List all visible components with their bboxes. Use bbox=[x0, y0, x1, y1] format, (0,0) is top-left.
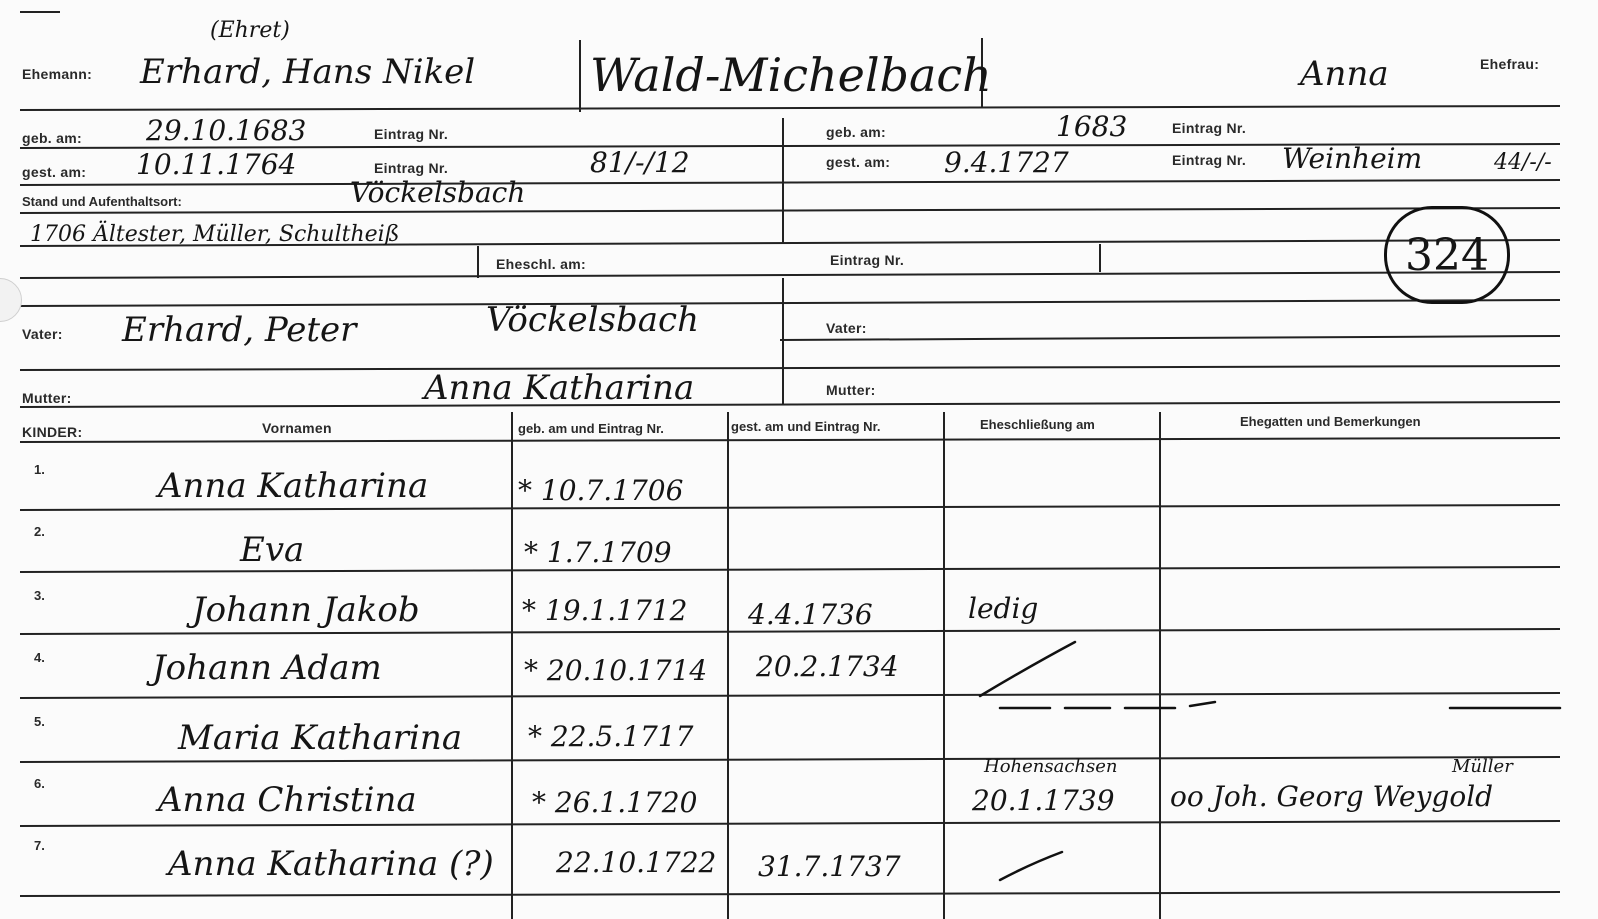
child-born: 22.10.1722 bbox=[556, 846, 717, 879]
child-number: 1. bbox=[34, 462, 45, 477]
husband-label: Ehemann: bbox=[22, 66, 93, 82]
child-marriage: ledig bbox=[968, 592, 1039, 625]
card-number-stamp bbox=[1384, 206, 1510, 304]
wife-name: Anna bbox=[1300, 54, 1389, 94]
wife-born-label: geb. am: bbox=[826, 124, 886, 140]
child-born: * 22.5.1717 bbox=[528, 720, 694, 753]
wife-born-entry-label: Eintrag Nr. bbox=[1172, 120, 1247, 136]
child-name: Anna Katharina bbox=[158, 466, 429, 506]
child-born: * 20.10.1714 bbox=[524, 654, 708, 687]
husband-father-name: Erhard, Peter bbox=[122, 310, 357, 350]
child-name: Johann Jakob bbox=[192, 590, 420, 630]
husband-alt-name: (Ehret) bbox=[210, 18, 290, 43]
status-residence-label: Stand und Aufenthaltsort: bbox=[22, 194, 182, 209]
wife-death-date: 9.4.1727 bbox=[944, 146, 1069, 179]
child-number: 6. bbox=[34, 776, 45, 791]
col-born: geb. am und Eintrag Nr. bbox=[518, 421, 664, 436]
col-first-names: Vornamen bbox=[262, 420, 332, 436]
child-number: 3. bbox=[34, 588, 45, 603]
wife-father-label: Vater: bbox=[826, 320, 867, 336]
child-name: Johann Adam bbox=[152, 648, 382, 688]
child-name: Anna Katharina (?) bbox=[168, 844, 494, 884]
wife-died-label: gest. am: bbox=[826, 154, 891, 170]
child-born: * 1.7.1709 bbox=[524, 536, 672, 569]
child-name: Eva bbox=[240, 530, 305, 570]
marriage-entry-label: Eintrag Nr. bbox=[830, 252, 905, 268]
child-name: Anna Christina bbox=[158, 780, 417, 820]
wife-mother-label: Mutter: bbox=[826, 382, 876, 398]
husband-name: Erhard, Hans Nikel bbox=[140, 52, 476, 92]
husband-father-label: Vater: bbox=[22, 326, 63, 342]
child-number: 2. bbox=[34, 524, 45, 539]
child-spouse: oo Joh. Georg Weygold bbox=[1170, 780, 1494, 813]
wife-death-place: Weinheim bbox=[1282, 142, 1423, 175]
children-label: KINDER: bbox=[22, 424, 83, 440]
child-marriage: 20.1.1739 bbox=[972, 784, 1115, 817]
marriage-label: Eheschl. am: bbox=[496, 256, 586, 272]
husband-death-date: 10.11.1764 bbox=[136, 148, 297, 181]
card-number: 324 bbox=[1405, 229, 1489, 281]
col-died: gest. am und Eintrag Nr. bbox=[731, 419, 881, 434]
wife-died-entry-label: Eintrag Nr. bbox=[1172, 152, 1247, 168]
child-born: * 10.7.1706 bbox=[518, 474, 684, 507]
husband-death-entry: 81/-/12 bbox=[590, 146, 690, 179]
col-spouse: Ehegatten und Bemerkungen bbox=[1240, 414, 1421, 429]
child-marriage-place: Hohensachsen bbox=[984, 756, 1118, 777]
child-number: 4. bbox=[34, 650, 45, 665]
husband-born-label: geb. am: bbox=[22, 130, 82, 146]
child-died: 31.7.1737 bbox=[758, 850, 901, 883]
child-born: * 26.1.1720 bbox=[532, 786, 698, 819]
wife-birth-year: 1683 bbox=[1056, 110, 1128, 143]
child-name: Maria Katharina bbox=[178, 718, 463, 758]
husband-occupation: 1706 Ältester, Müller, Schultheiß bbox=[30, 222, 400, 247]
husband-birth-date: 29.10.1683 bbox=[146, 114, 307, 147]
child-number: 5. bbox=[34, 714, 45, 729]
husband-mother-name: Anna Katharina bbox=[424, 368, 695, 408]
wife-death-entry: 44/-/- bbox=[1494, 150, 1552, 175]
child-born: * 19.1.1712 bbox=[522, 594, 688, 627]
husband-died-entry-label: Eintrag Nr. bbox=[374, 160, 449, 176]
wife-label: Ehefrau: bbox=[1480, 56, 1540, 72]
child-spouse-note: Müller bbox=[1452, 756, 1513, 777]
child-died: 20.2.1734 bbox=[756, 650, 899, 683]
husband-father-place: Vöckelsbach bbox=[486, 300, 699, 340]
husband-residence: Vöckelsbach bbox=[350, 176, 526, 209]
child-number: 7. bbox=[34, 838, 45, 853]
husband-born-entry-label: Eintrag Nr. bbox=[374, 126, 449, 142]
husband-died-label: gest. am: bbox=[22, 164, 87, 180]
parish-name: Wald-Michelbach bbox=[590, 48, 992, 102]
husband-mother-label: Mutter: bbox=[22, 390, 72, 406]
col-marriage: Eheschließung am bbox=[980, 417, 1095, 432]
child-died: 4.4.1736 bbox=[748, 598, 873, 631]
